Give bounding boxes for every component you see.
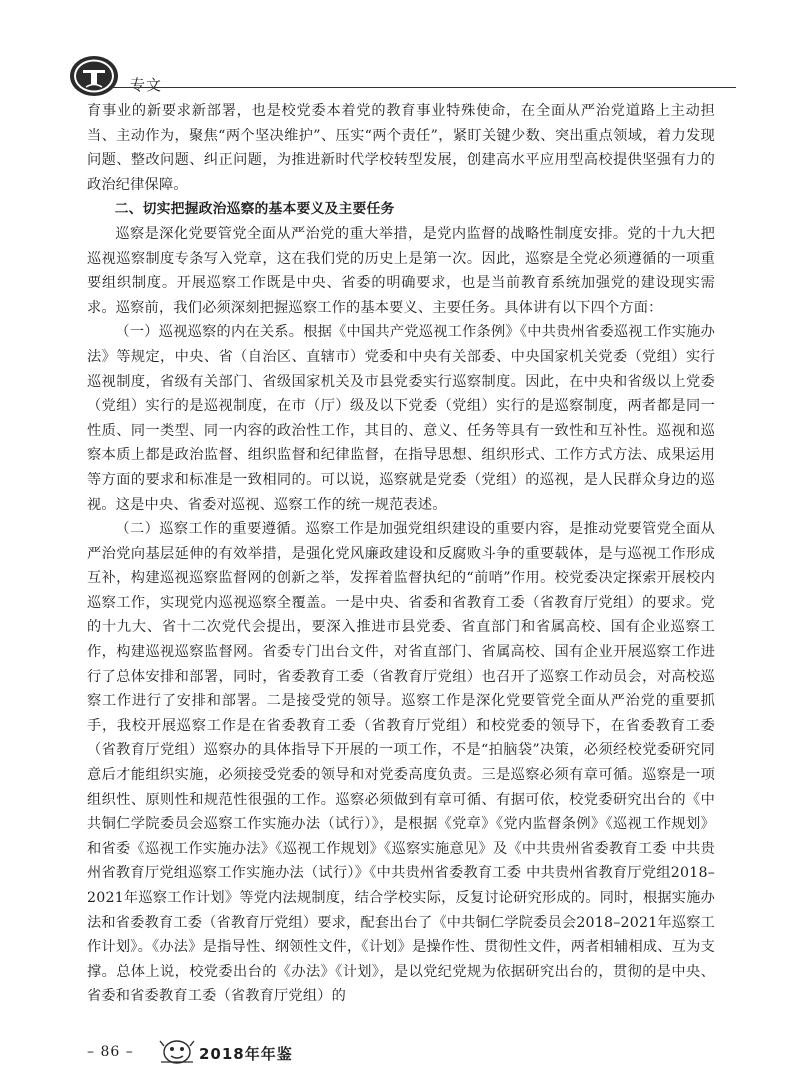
paragraph: 巡察是深化党要管党全面从严治党的重大举措，是党内监督的战略性制度安排。党的十九大把巡视巡察制度专条写入党章，这在我们党的历史上是第一次。因此，巡察是全党必须遵循的一项重要组织制度。开展巡察工作既是中央、省委的明确要求，也是当前教育系统加强党的建设现实需求。巡察前，我们必须深刻把握巡察工作的基本要义、主要任务。具体讲有以下四个方面： — [87, 225, 715, 316]
mascot-icon — [155, 1038, 199, 1066]
page-footer — [87, 1038, 487, 1068]
header-rule — [112, 87, 736, 88]
section-label: 专文 — [130, 76, 163, 94]
article-body — [87, 99, 715, 1009]
section-heading: 二、切实把握政治巡察的基本要义及主要任务 — [114, 201, 395, 218]
paragraph: 育事业的新要求新部署，也是校党委本着党的教育事业特殊使命，在全面从严治党道路上主动担当、主动作为，聚焦“两个坚决维护”、压实“两个责任”，紧盯关键少数、突出重点领域，着力发现问题、整改问题、纠正问题，为推进新时代学校转型发展，创建高水平应用型高校提供坚强有力的政治纪律保障。 — [87, 103, 715, 193]
university-seal-icon — [66, 54, 122, 98]
yearbook-title: 2018年年鉴 — [199, 1045, 293, 1063]
paragraph: （一）巡视巡察的内在关系。根据《中国共产党巡视工作条例》《中共贵州省委巡视工作实施办法》等规定，中央、省（自治区、直辖市）党委和中央有关部委、中央国家机关党委（党组）实行巡视制度，省级有关部门、省级国家机关及市县党委实行巡察制度。因此，在中央和省级以上党委（党组）实行的是巡视制度，在市（厅）级及以下党委（党组）实行的是巡察制度，两者都是同一性质、同一类型、同一内容的政治性工作，其目的、意义、任务等具有一致性和互补性。巡视和巡察本质上都是政治监督、组织监督和纪律监督，在指导思想、组织形式、工作方式方法、成果运用等方面的要求和标准是一致相同的。可以说，巡察就是党委（党组）的巡视，是人民群众身边的巡视。这是中央、省委对巡视、巡察工作的统一规范表述。 — [87, 324, 715, 513]
page-header — [66, 54, 736, 98]
page-number: – 86 – — [87, 1044, 134, 1060]
paragraph: （二）巡察工作的重要遵循。巡察工作是加强党组织建设的重要内容，是推动党要管党全面从严治党向基层延伸的有效举措，是强化党风廉政建设和反腐败斗争的重要载体，是与巡视工作形成互补，构建巡视巡察监督网的创新之举，发挥着监督执纪的“前哨”作用。校党委决定探索开展校内巡察工作，实现党内巡视巡察全覆盖。一是中央、省委和省教育工委（省教育厅党组）的要求。党的十九大、省十二次党代会提出，要深入推进市县党委、省直部门和省属高校、国有企业巡察工作，构建巡视巡察监督网。省委专门出台文件，对省直部门、省属高校、国有企业开展巡察工作进行了总体安排和部署，同时，省委教育工委（省教育厅党组）也召开了巡察工作动员会，对高校巡察工作进行了安排和部署。二是接受党的领导。巡察工作是深化党要管党全面从严治党的重要抓手，我校开展巡察工作是在省委教育工委（省教育厅党组）和校党委的领导下，在省委教育工委（省教育厅党组）巡察办的具体指导下开展的一项工作，不是“拍脑袋”决策，必须经校党委研究同意后才能组织实施，必须接受党委的领导和对党委高度负责。三是巡察必须有章可循。巡察是一项组织性、原则性和规范性很强的工作。巡察必须做到有章可循、有据可依，校党委研究出台的《中共铜仁学院委员会巡察工作实施办法（试行）》，是根据《党章》《党内监督条例》《巡视工作规划》和省委《巡视工作实施办法》《巡视工作规划》《巡察实施意见》及《中共贵州省委教育工委 中共贵州省教育厅党组巡察工作实施办法（试行）》《中共贵州省委教育工委 中共贵州省教育厅党组2018–2021年巡察工作计划》等党内法规制度，结合学校实际，反复讨论研究形成的。同时，根据实施办法和省委教育工委（省教育厅党组）要求，配套出台了《中共铜仁学院委员会2018–2021年巡察工作计划》。《办法》是指导性、纲领性文件，《计划》是操作性、贯彻性文件，两者相辅相成、互为支撑。总体上说，校党委出台的《办法》《计划》，是以党纪党规为依据研究出台的，贯彻的是中央、省委和省委教育工委（省教育厅党组）的 — [87, 521, 715, 1005]
